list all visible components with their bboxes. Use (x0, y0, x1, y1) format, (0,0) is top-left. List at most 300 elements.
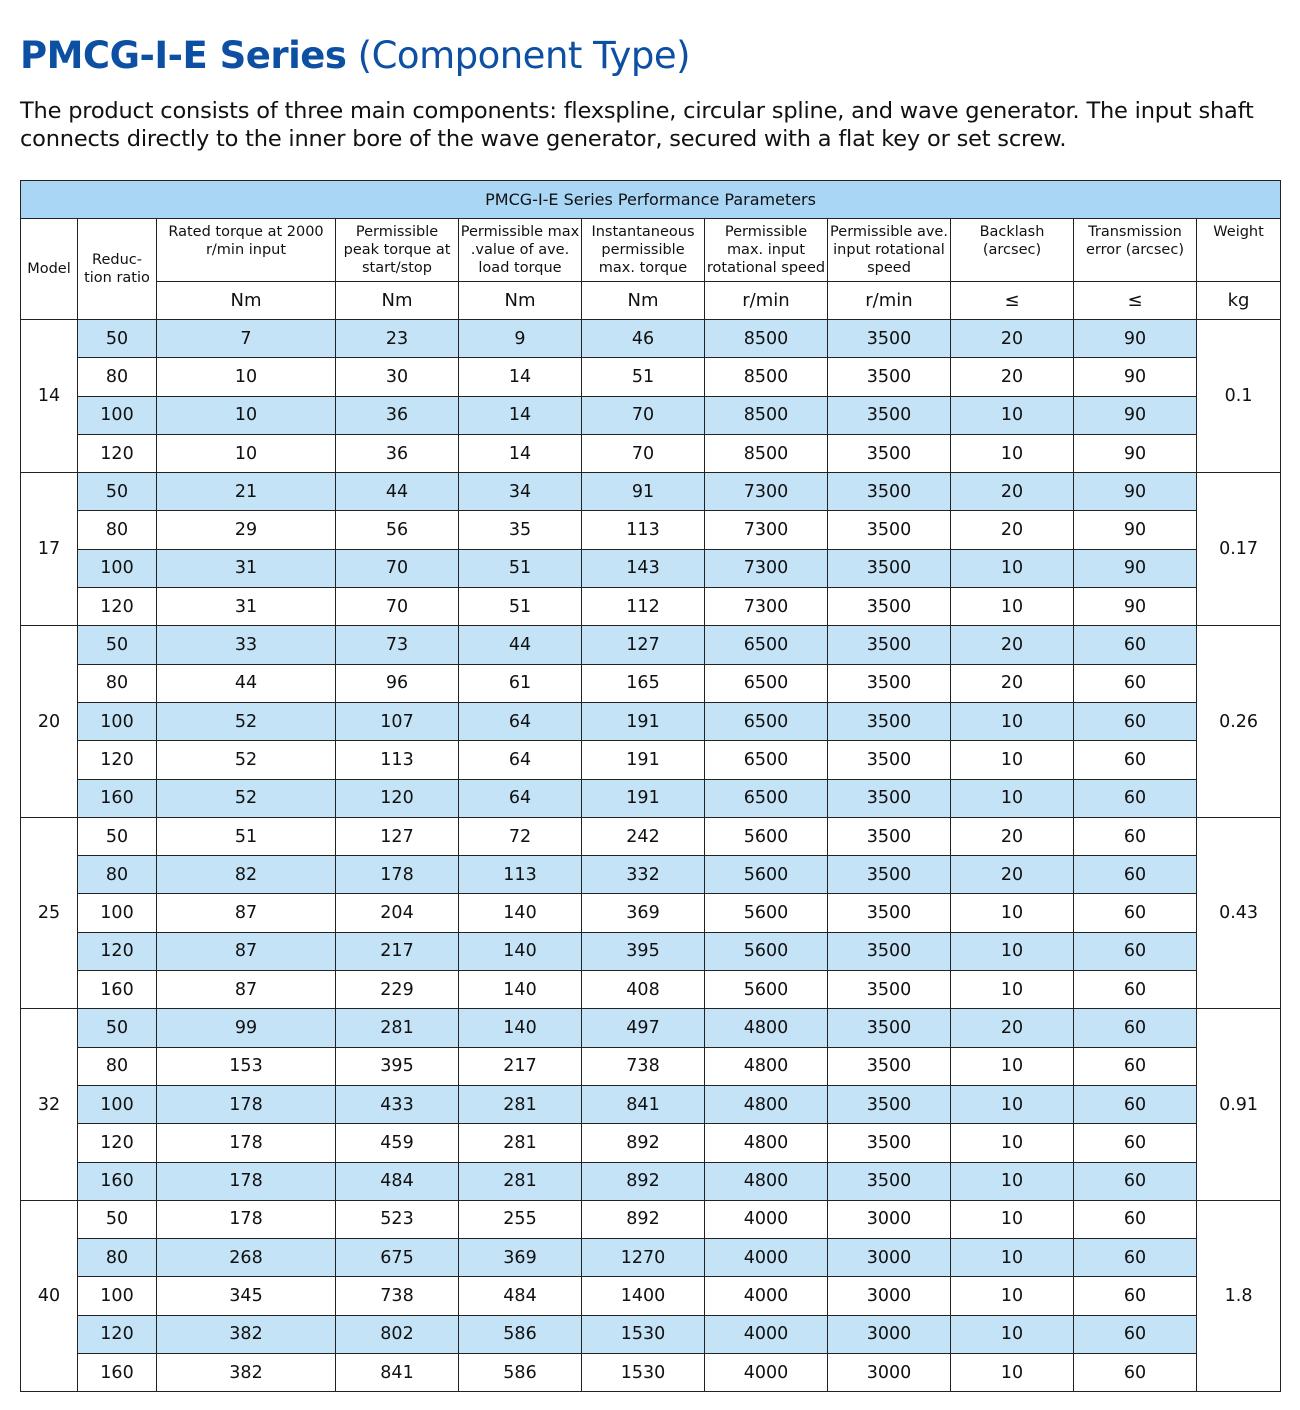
value-cell: 586 (459, 1354, 582, 1392)
value-cell: 107 (336, 702, 459, 740)
weight-cell: 0.1 (1197, 320, 1281, 473)
ratio-cell: 80 (78, 1239, 157, 1277)
header-backlash: Backlash (arcsec) (951, 219, 1074, 282)
value-cell: 140 (459, 971, 582, 1009)
table-row (21, 434, 1281, 472)
value-cell: 4800 (705, 1162, 828, 1200)
value-cell: 10 (157, 358, 336, 396)
table-row (21, 549, 1281, 587)
value-cell: 3500 (828, 932, 951, 970)
ratio-cell: 160 (78, 779, 157, 817)
weight-cell: 0.91 (1197, 1009, 1281, 1200)
table-row (21, 1085, 1281, 1123)
value-cell: 281 (459, 1085, 582, 1123)
value-cell: 60 (1074, 894, 1197, 932)
header-instant-torque: Instantaneous permissible max. torque (582, 219, 705, 282)
value-cell: 29 (157, 511, 336, 549)
table-row (21, 932, 1281, 970)
value-cell: 140 (459, 1009, 582, 1047)
value-cell: 3000 (828, 1277, 951, 1315)
value-cell: 70 (336, 549, 459, 587)
value-cell: 3500 (828, 1047, 951, 1085)
value-cell: 3500 (828, 817, 951, 855)
value-cell: 20 (951, 856, 1074, 894)
value-cell: 4000 (705, 1239, 828, 1277)
value-cell: 10 (951, 1239, 1074, 1277)
value-cell: 60 (1074, 741, 1197, 779)
value-cell: 91 (582, 473, 705, 511)
value-cell: 204 (336, 894, 459, 932)
value-cell: 7300 (705, 473, 828, 511)
ratio-cell: 80 (78, 664, 157, 702)
value-cell: 127 (582, 626, 705, 664)
value-cell: 44 (157, 664, 336, 702)
unit-avg-speed: r/min (828, 282, 951, 320)
value-cell: 72 (459, 817, 582, 855)
value-cell: 90 (1074, 358, 1197, 396)
value-cell: 892 (582, 1200, 705, 1238)
value-cell: 35 (459, 511, 582, 549)
table-row (21, 320, 1281, 358)
table-row (21, 588, 1281, 626)
value-cell: 3500 (828, 664, 951, 702)
model-cell: 32 (21, 1009, 78, 1200)
value-cell: 60 (1074, 1124, 1197, 1162)
value-cell: 31 (157, 588, 336, 626)
value-cell: 82 (157, 856, 336, 894)
ratio-cell: 80 (78, 358, 157, 396)
table-row (21, 358, 1281, 396)
value-cell: 20 (951, 358, 1074, 396)
value-cell: 395 (582, 932, 705, 970)
value-cell: 382 (157, 1354, 336, 1392)
value-cell: 113 (336, 741, 459, 779)
ratio-cell: 50 (78, 1200, 157, 1238)
value-cell: 3500 (828, 434, 951, 472)
value-cell: 64 (459, 779, 582, 817)
value-cell: 87 (157, 932, 336, 970)
value-cell: 90 (1074, 511, 1197, 549)
ratio-cell: 50 (78, 626, 157, 664)
value-cell: 14 (459, 358, 582, 396)
value-cell: 14 (459, 396, 582, 434)
model-cell: 20 (21, 626, 78, 817)
value-cell: 7300 (705, 511, 828, 549)
value-cell: 3500 (828, 741, 951, 779)
value-cell: 30 (336, 358, 459, 396)
value-cell: 51 (459, 588, 582, 626)
value-cell: 60 (1074, 932, 1197, 970)
value-cell: 143 (582, 549, 705, 587)
value-cell: 4800 (705, 1009, 828, 1047)
value-cell: 60 (1074, 779, 1197, 817)
table-row (21, 1124, 1281, 1162)
value-cell: 3500 (828, 894, 951, 932)
value-cell: 34 (459, 473, 582, 511)
value-cell: 281 (459, 1162, 582, 1200)
value-cell: 90 (1074, 588, 1197, 626)
value-cell: 99 (157, 1009, 336, 1047)
value-cell: 4800 (705, 1085, 828, 1123)
unit-avg-load-torque: Nm (459, 282, 582, 320)
value-cell: 87 (157, 971, 336, 1009)
value-cell: 10 (951, 1162, 1074, 1200)
table-row (21, 1162, 1281, 1200)
value-cell: 90 (1074, 549, 1197, 587)
table-row (21, 1277, 1281, 1315)
value-cell: 191 (582, 779, 705, 817)
value-cell: 113 (459, 856, 582, 894)
value-cell: 268 (157, 1239, 336, 1277)
unit-trans-error: ≤ (1074, 282, 1197, 320)
model-cell: 40 (21, 1200, 78, 1391)
value-cell: 9 (459, 320, 582, 358)
value-cell: 395 (336, 1047, 459, 1085)
value-cell: 10 (951, 1085, 1074, 1123)
value-cell: 60 (1074, 1354, 1197, 1392)
value-cell: 20 (951, 664, 1074, 702)
value-cell: 96 (336, 664, 459, 702)
value-cell: 8500 (705, 434, 828, 472)
value-cell: 191 (582, 741, 705, 779)
value-cell: 3500 (828, 1162, 951, 1200)
value-cell: 3500 (828, 549, 951, 587)
value-cell: 3000 (828, 1239, 951, 1277)
value-cell: 10 (951, 741, 1074, 779)
value-cell: 140 (459, 894, 582, 932)
value-cell: 140 (459, 932, 582, 970)
value-cell: 8500 (705, 358, 828, 396)
page-title (20, 34, 690, 77)
value-cell: 20 (951, 626, 1074, 664)
value-cell: 892 (582, 1124, 705, 1162)
value-cell: 60 (1074, 1047, 1197, 1085)
model-cell: 14 (21, 320, 78, 473)
header-avg-speed: Permissible ave. input rotational speed (828, 219, 951, 282)
value-cell: 3500 (828, 473, 951, 511)
table-row (21, 1239, 1281, 1277)
value-cell: 10 (951, 1354, 1074, 1392)
value-cell: 4800 (705, 1047, 828, 1085)
header-model: Model (21, 219, 78, 320)
table-row (21, 1200, 1281, 1238)
value-cell: 10 (951, 894, 1074, 932)
ratio-cell: 160 (78, 1354, 157, 1392)
value-cell: 23 (336, 320, 459, 358)
value-cell: 4000 (705, 1354, 828, 1392)
value-cell: 10 (951, 1200, 1074, 1238)
table-row (21, 1354, 1281, 1392)
value-cell: 60 (1074, 1162, 1197, 1200)
value-cell: 408 (582, 971, 705, 1009)
value-cell: 191 (582, 702, 705, 740)
value-cell: 1270 (582, 1239, 705, 1277)
ratio-cell: 80 (78, 856, 157, 894)
value-cell: 4800 (705, 1124, 828, 1162)
value-cell: 459 (336, 1124, 459, 1162)
value-cell: 6500 (705, 702, 828, 740)
value-cell: 6500 (705, 779, 828, 817)
header-weight: Weight (1197, 219, 1281, 282)
value-cell: 60 (1074, 1277, 1197, 1315)
value-cell: 33 (157, 626, 336, 664)
value-cell: 5600 (705, 894, 828, 932)
ratio-cell: 100 (78, 1085, 157, 1123)
value-cell: 87 (157, 894, 336, 932)
value-cell: 484 (459, 1277, 582, 1315)
value-cell: 20 (951, 511, 1074, 549)
value-cell: 10 (951, 1315, 1074, 1353)
value-cell: 46 (582, 320, 705, 358)
unit-peak-torque: Nm (336, 282, 459, 320)
value-cell: 20 (951, 473, 1074, 511)
value-cell: 217 (336, 932, 459, 970)
header-max-speed: Permissible max. input rotational speed (705, 219, 828, 282)
value-cell: 3500 (828, 779, 951, 817)
header-trans-error: Transmission error (arcsec) (1074, 219, 1197, 282)
value-cell: 3500 (828, 626, 951, 664)
value-cell: 10 (157, 434, 336, 472)
value-cell: 10 (951, 588, 1074, 626)
value-cell: 281 (336, 1009, 459, 1047)
header-peak-torque: Permissible peak torque at start/stop (336, 219, 459, 282)
unit-weight: kg (1197, 282, 1281, 320)
value-cell: 10 (951, 932, 1074, 970)
value-cell: 51 (582, 358, 705, 396)
value-cell: 10 (951, 434, 1074, 472)
value-cell: 369 (582, 894, 705, 932)
value-cell: 738 (336, 1277, 459, 1315)
value-cell: 1400 (582, 1277, 705, 1315)
table-body (21, 320, 1281, 1392)
value-cell: 217 (459, 1047, 582, 1085)
value-cell: 113 (582, 511, 705, 549)
value-cell: 3000 (828, 1200, 951, 1238)
value-cell: 1530 (582, 1354, 705, 1392)
table-row (21, 856, 1281, 894)
table-row (21, 473, 1281, 511)
value-cell: 20 (951, 817, 1074, 855)
value-cell: 31 (157, 549, 336, 587)
ratio-cell: 100 (78, 549, 157, 587)
value-cell: 44 (336, 473, 459, 511)
value-cell: 6500 (705, 664, 828, 702)
value-cell: 70 (582, 396, 705, 434)
table-row (21, 894, 1281, 932)
value-cell: 70 (336, 588, 459, 626)
value-cell: 5600 (705, 817, 828, 855)
header-avg-load-torque: Permissible max .value of ave. load torque (459, 219, 582, 282)
value-cell: 178 (157, 1200, 336, 1238)
value-cell: 10 (951, 1277, 1074, 1315)
unit-backlash: ≤ (951, 282, 1074, 320)
table-row (21, 1047, 1281, 1085)
value-cell: 178 (157, 1085, 336, 1123)
value-cell: 178 (336, 856, 459, 894)
value-cell: 3500 (828, 971, 951, 1009)
value-cell: 10 (157, 396, 336, 434)
table-row (21, 702, 1281, 740)
value-cell: 7300 (705, 549, 828, 587)
value-cell: 90 (1074, 320, 1197, 358)
header-rated-torque: Rated torque at 2000 r/min input (157, 219, 336, 282)
value-cell: 345 (157, 1277, 336, 1315)
ratio-cell: 120 (78, 932, 157, 970)
table-row (21, 664, 1281, 702)
value-cell: 892 (582, 1162, 705, 1200)
model-cell: 25 (21, 817, 78, 1008)
ratio-cell: 80 (78, 511, 157, 549)
page-title-series: PMCG-I-E Series (20, 34, 347, 77)
value-cell: 120 (336, 779, 459, 817)
table-row (21, 1009, 1281, 1047)
ratio-cell: 160 (78, 1162, 157, 1200)
value-cell: 60 (1074, 626, 1197, 664)
table-row (21, 817, 1281, 855)
value-cell: 3500 (828, 1124, 951, 1162)
value-cell: 4000 (705, 1277, 828, 1315)
value-cell: 60 (1074, 664, 1197, 702)
value-cell: 242 (582, 817, 705, 855)
value-cell: 178 (157, 1124, 336, 1162)
value-cell: 21 (157, 473, 336, 511)
value-cell: 64 (459, 741, 582, 779)
value-cell: 675 (336, 1239, 459, 1277)
value-cell: 36 (336, 434, 459, 472)
value-cell: 4000 (705, 1315, 828, 1353)
performance-table (20, 180, 1281, 1392)
value-cell: 255 (459, 1200, 582, 1238)
value-cell: 60 (1074, 817, 1197, 855)
value-cell: 60 (1074, 856, 1197, 894)
value-cell: 382 (157, 1315, 336, 1353)
ratio-cell: 120 (78, 741, 157, 779)
table-row (21, 741, 1281, 779)
table-row (21, 626, 1281, 664)
ratio-cell: 100 (78, 894, 157, 932)
value-cell: 3500 (828, 511, 951, 549)
value-cell: 841 (336, 1354, 459, 1392)
ratio-cell: 120 (78, 1124, 157, 1162)
value-cell: 4000 (705, 1200, 828, 1238)
value-cell: 738 (582, 1047, 705, 1085)
model-cell: 17 (21, 473, 78, 626)
value-cell: 90 (1074, 396, 1197, 434)
value-cell: 36 (336, 396, 459, 434)
value-cell: 3500 (828, 320, 951, 358)
value-cell: 52 (157, 741, 336, 779)
weight-cell: 1.8 (1197, 1200, 1281, 1391)
value-cell: 60 (1074, 702, 1197, 740)
value-cell: 6500 (705, 626, 828, 664)
value-cell: 841 (582, 1085, 705, 1123)
value-cell: 70 (582, 434, 705, 472)
header-ratio: Reduc- tion ratio (78, 219, 157, 320)
value-cell: 60 (1074, 1009, 1197, 1047)
value-cell: 153 (157, 1047, 336, 1085)
ratio-cell: 160 (78, 971, 157, 1009)
value-cell: 3500 (828, 1009, 951, 1047)
value-cell: 3000 (828, 1315, 951, 1353)
ratio-cell: 120 (78, 1315, 157, 1353)
value-cell: 3500 (828, 358, 951, 396)
value-cell: 14 (459, 434, 582, 472)
table-row (21, 779, 1281, 817)
value-cell: 484 (336, 1162, 459, 1200)
ratio-cell: 120 (78, 434, 157, 472)
value-cell: 90 (1074, 434, 1197, 472)
value-cell: 5600 (705, 971, 828, 1009)
value-cell: 8500 (705, 320, 828, 358)
value-cell: 127 (336, 817, 459, 855)
value-cell: 5600 (705, 932, 828, 970)
ratio-cell: 100 (78, 396, 157, 434)
table-row (21, 1315, 1281, 1353)
value-cell: 60 (1074, 1200, 1197, 1238)
value-cell: 3500 (828, 702, 951, 740)
ratio-cell: 50 (78, 473, 157, 511)
value-cell: 10 (951, 1047, 1074, 1085)
value-cell: 10 (951, 549, 1074, 587)
weight-cell: 0.26 (1197, 626, 1281, 817)
value-cell: 332 (582, 856, 705, 894)
product-description: The product consists of three main components: flexspline, circular spline, and wave generator. The input shaft connects directly to the inner bore of the wave generator, secured with a flat key or set screw. (20, 98, 1254, 152)
value-cell: 10 (951, 1124, 1074, 1162)
value-cell: 60 (1074, 1085, 1197, 1123)
ratio-cell: 50 (78, 1009, 157, 1047)
unit-max-speed: r/min (705, 282, 828, 320)
value-cell: 60 (1074, 1315, 1197, 1353)
value-cell: 6500 (705, 741, 828, 779)
table-row (21, 511, 1281, 549)
table-row (21, 396, 1281, 434)
ratio-cell: 100 (78, 1277, 157, 1315)
unit-rated-torque: Nm (157, 282, 336, 320)
value-cell: 60 (1074, 1239, 1197, 1277)
value-cell: 8500 (705, 396, 828, 434)
table-caption: PMCG-I-E Series Performance Parameters (21, 181, 1281, 219)
ratio-cell: 120 (78, 588, 157, 626)
value-cell: 7300 (705, 588, 828, 626)
value-cell: 178 (157, 1162, 336, 1200)
value-cell: 51 (459, 549, 582, 587)
weight-cell: 0.43 (1197, 817, 1281, 1008)
value-cell: 112 (582, 588, 705, 626)
value-cell: 90 (1074, 473, 1197, 511)
value-cell: 10 (951, 702, 1074, 740)
value-cell: 52 (157, 779, 336, 817)
value-cell: 3500 (828, 1085, 951, 1123)
value-cell: 61 (459, 664, 582, 702)
unit-instant-torque: Nm (582, 282, 705, 320)
value-cell: 497 (582, 1009, 705, 1047)
value-cell: 523 (336, 1200, 459, 1238)
value-cell: 586 (459, 1315, 582, 1353)
ratio-cell: 100 (78, 702, 157, 740)
value-cell: 52 (157, 702, 336, 740)
value-cell: 73 (336, 626, 459, 664)
ratio-cell: 80 (78, 1047, 157, 1085)
value-cell: 3500 (828, 856, 951, 894)
value-cell: 369 (459, 1239, 582, 1277)
ratio-cell: 50 (78, 320, 157, 358)
value-cell: 281 (459, 1124, 582, 1162)
value-cell: 20 (951, 320, 1074, 358)
value-cell: 20 (951, 1009, 1074, 1047)
value-cell: 229 (336, 971, 459, 1009)
value-cell: 3000 (828, 1354, 951, 1392)
value-cell: 3500 (828, 396, 951, 434)
